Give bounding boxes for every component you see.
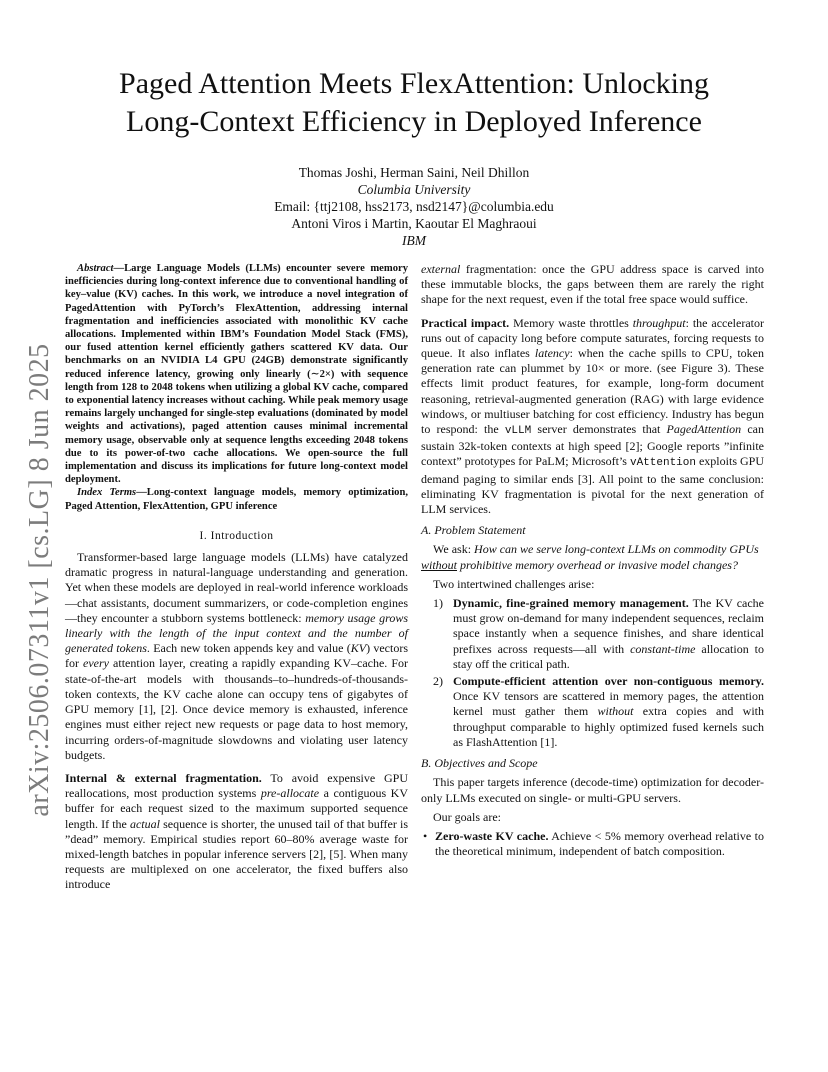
list-item [421, 829, 764, 859]
paper-title [60, 65, 768, 141]
intro-p3-text-a: Memory waste throttles [509, 315, 633, 330]
list-item-text-a: The KV cache must grow on-demand for many independent sequences, reclaim space instantly when a sequence finishes, and share identical prefixes across requests—all with [453, 596, 764, 656]
list-item-text-a: Once KV tensors are scattered in memory pages, the attention kernel must gather them [453, 689, 764, 719]
vllm-code-text: vLLM [504, 425, 532, 438]
intro-p1-text-d: attention layer, creating a rapidly expanding KV–cache. For state-of-the-art models with thousands–to–hundreds-of-thousands-token contexts, the KV cache alone can occupy tens of gigabytes of GPU memory [1], [2]. Once device memory is exhausted, inference engines must either reject new requests or page data to host memory, incurring orders-of-magnitude slowdowns and violating user latency budgets. [65, 656, 408, 762]
intro-p2-text-b: a contiguous KV buffer for each request sized to the maximum supported sequence length. If the [65, 786, 408, 831]
list-item-text-b: extra copies and with throughput comparable to highly optimized fused kernels such as FlashAttention [1]. [453, 704, 764, 749]
list-item-emphasis: constant-time [630, 641, 696, 656]
intro-p2-text-d: fragmentation: once the GPU address space is carved into these immutable blocks, the gaps between them are rarely the right shape for the next request, even if the total free space would suffice. [421, 262, 764, 307]
index-terms-text: —Long-context language models, memory optimization, Paged Attention, FlexAttention, GPU inference [65, 487, 408, 512]
intro-p3-text-d: server demonstrates that [531, 422, 667, 437]
author-email-group-1: Email: {ttj2108, hss2173, nsd2147}@columbia.edu [274, 199, 554, 214]
intro-p1-emphasis: memory usage grows linearly with the length of the input context and the number of generated tokens [65, 610, 408, 656]
challenges-intro: Two intertwined challenges arise: [433, 576, 595, 591]
question-text-b: prohibitive memory overhead or invasive model changes? [457, 557, 738, 572]
question-without: without [421, 557, 458, 572]
arxiv-identifier-stamp [10, 343, 70, 817]
intro-paragraph-3 [421, 316, 764, 518]
goals-intro: Our goals are: [433, 809, 501, 824]
intro-p2-actual: actual [129, 816, 160, 831]
list-item [421, 674, 764, 750]
practical-impact-lead: Practical impact. [421, 315, 510, 330]
arxiv-identifier-text: arXiv:2506.07311v1 [cs.LG] 8 Jun 2025 [24, 343, 55, 817]
intro-p3-latency: latency [534, 346, 570, 361]
abstract-label: Abstract [77, 263, 114, 274]
author-names-group-1: Thomas Joshi, Herman Saini, Neil Dhillon [298, 165, 530, 180]
intro-p3-throughput: throughput [632, 315, 686, 330]
list-item-lead: Dynamic, fine-grained memory management. [453, 596, 689, 611]
intro-paragraph-1 [65, 550, 408, 763]
intro-p2-text-c: sequence is shorter, the unused tail of that buffer is ”dead” memory. Empirical studies report 60–80% average waste for mixed-length batches in popular inference servers [2], [5]. When many requests are multiplexed on one accelerator, the fixed buffers also introduce [65, 816, 408, 892]
problem-statement-question [421, 542, 764, 572]
intro-paragraph-2 [65, 771, 408, 893]
question-text-a: How can we serve long-context LLMs on commodity GPUs [474, 542, 759, 557]
intro-p3-text-b: : the accelerator runs out of capacity long before compute saturates, forcing requests to queue. It also inflates [421, 315, 764, 361]
goal-text: Achieve < 5% memory overhead relative to the theoretical minimum, independent of batch composition. [435, 828, 765, 859]
subsection-heading-objectives: B. Objectives and Scope [421, 756, 538, 771]
index-terms [65, 486, 408, 512]
author-block [100, 164, 728, 249]
list-item-number: 2) [433, 674, 443, 689]
vattention-code-text: vAttention [629, 457, 696, 470]
list-item [421, 596, 764, 672]
question-prefix: We ask: [433, 542, 475, 557]
list-item-lead: Compute-efficient attention over non-contiguous memory. [453, 674, 764, 689]
author-affiliation-group-1: Columbia University [357, 182, 471, 197]
subsection-heading-problem-statement: A. Problem Statement [421, 523, 526, 538]
title-line-2: Long-Context Efficiency in Deployed Inference [126, 105, 702, 138]
intro-p1-text-c: ) vectors for [65, 641, 409, 671]
intro-p1-every: every [83, 656, 110, 671]
goals-list [421, 829, 764, 859]
intro-p2-preallocate: pre-allocate [260, 786, 320, 801]
intro-p3-text-e: can sustain 32k-token contexts at high speed [2]; Google reports ”infinite context” prototypes for PaLM; Microsoft’s [421, 422, 765, 469]
objectives-paragraph: This paper targets inference (decode-time) optimization for decoder-only LLMs executed on single- or multi-GPU servers. [421, 775, 764, 805]
list-item-text-b: allocation to stay off the critical path. [453, 641, 764, 671]
intro-p3-text-c: : when the cache spills to CPU, token generation rate can plummet by 10× or more. (see Figure 3). These effects limit product features, for example, long-form document reasoning, retrieval-augmented generation (RAG) with large evidence windows, or multiuser batching for cost efficiency. Industry has begun to respond: the [421, 346, 764, 437]
section-heading-introduction: I. Introduction [199, 529, 274, 542]
bullet-icon: • [423, 828, 428, 843]
intro-p3-pagedattention: PagedAttention [666, 422, 742, 437]
abstract [65, 262, 408, 486]
list-item-number: 1) [433, 596, 443, 611]
intro-p1-text-b: . Each new token appends key and value ( [146, 641, 351, 656]
abstract-text: —Large Language Models (LLMs) encounter severe memory inefficiencies during long-context inference due to conventional handling of key–value (KV) caches. In this work, we introduce a novel integration of PagedAttention with PyTorch’s FlexAttention, addressing internal fragmentation and inefficiencies associated with monolithic KV cache allocations. Implemented within IBM’s Foundation Model Stack (FMS), our fused attention kernel efficiently gathers scattered KV data. Our benchmarks on an NVIDIA L4 GPU (24GB) demonstrate significantly reduced inference latency, growing only linearly (∼2×) with sequence length from 128 to 2048 tokens when utilizing a global KV cache, compared to exponential latency increases without caching. While peak memory usage remains largely unchanged for single-step evaluations (dominated by model weights and activations), paged attention causes minimal incremental memory usage, observable only at sequence lengths exceeding 2048 tokens due to its power-of-two cache allocations. We open-source the full implementation and discuss its implications for future long-context model deployment. [65, 263, 408, 486]
intro-p2-text-a: To avoid expensive GPU reallocations, most production systems [65, 770, 408, 801]
title-line-1: Paged Attention Meets FlexAttention: Unlocking [119, 67, 709, 100]
goal-lead: Zero-waste KV cache. [435, 828, 549, 843]
fragmentation-lead: Internal & external fragmentation. [65, 770, 262, 785]
list-item-emphasis: without [597, 704, 634, 719]
intro-paragraph-2-continued [421, 262, 764, 308]
intro-p1-kv: KV [350, 641, 367, 656]
index-terms-label: Index Terms [77, 487, 137, 499]
author-affiliation-group-2: IBM [402, 233, 426, 248]
author-names-group-2: Antoni Viros i Martin, Kaoutar El Maghraoui [291, 216, 537, 231]
intro-p3-text-f: exploits GPU demand paging to similar ends [3]. All point to the same conclusion: eliminating KV fragmentation is pivotal for the next generation of LLM services. [421, 454, 764, 517]
intro-p2-external: external [421, 262, 461, 276]
challenges-list [421, 596, 764, 750]
intro-p1-text-a: Transformer-based large language models (LLMs) have catalyzed dramatic progress in natural-language understanding and generation. Yet when these models are deployed in real-world inference workloads—chat assistants, document summarizers, or code-completion engines—they encounter a stubborn systems bottleneck: [65, 550, 408, 625]
left-column [65, 262, 408, 897]
right-column [421, 262, 764, 859]
